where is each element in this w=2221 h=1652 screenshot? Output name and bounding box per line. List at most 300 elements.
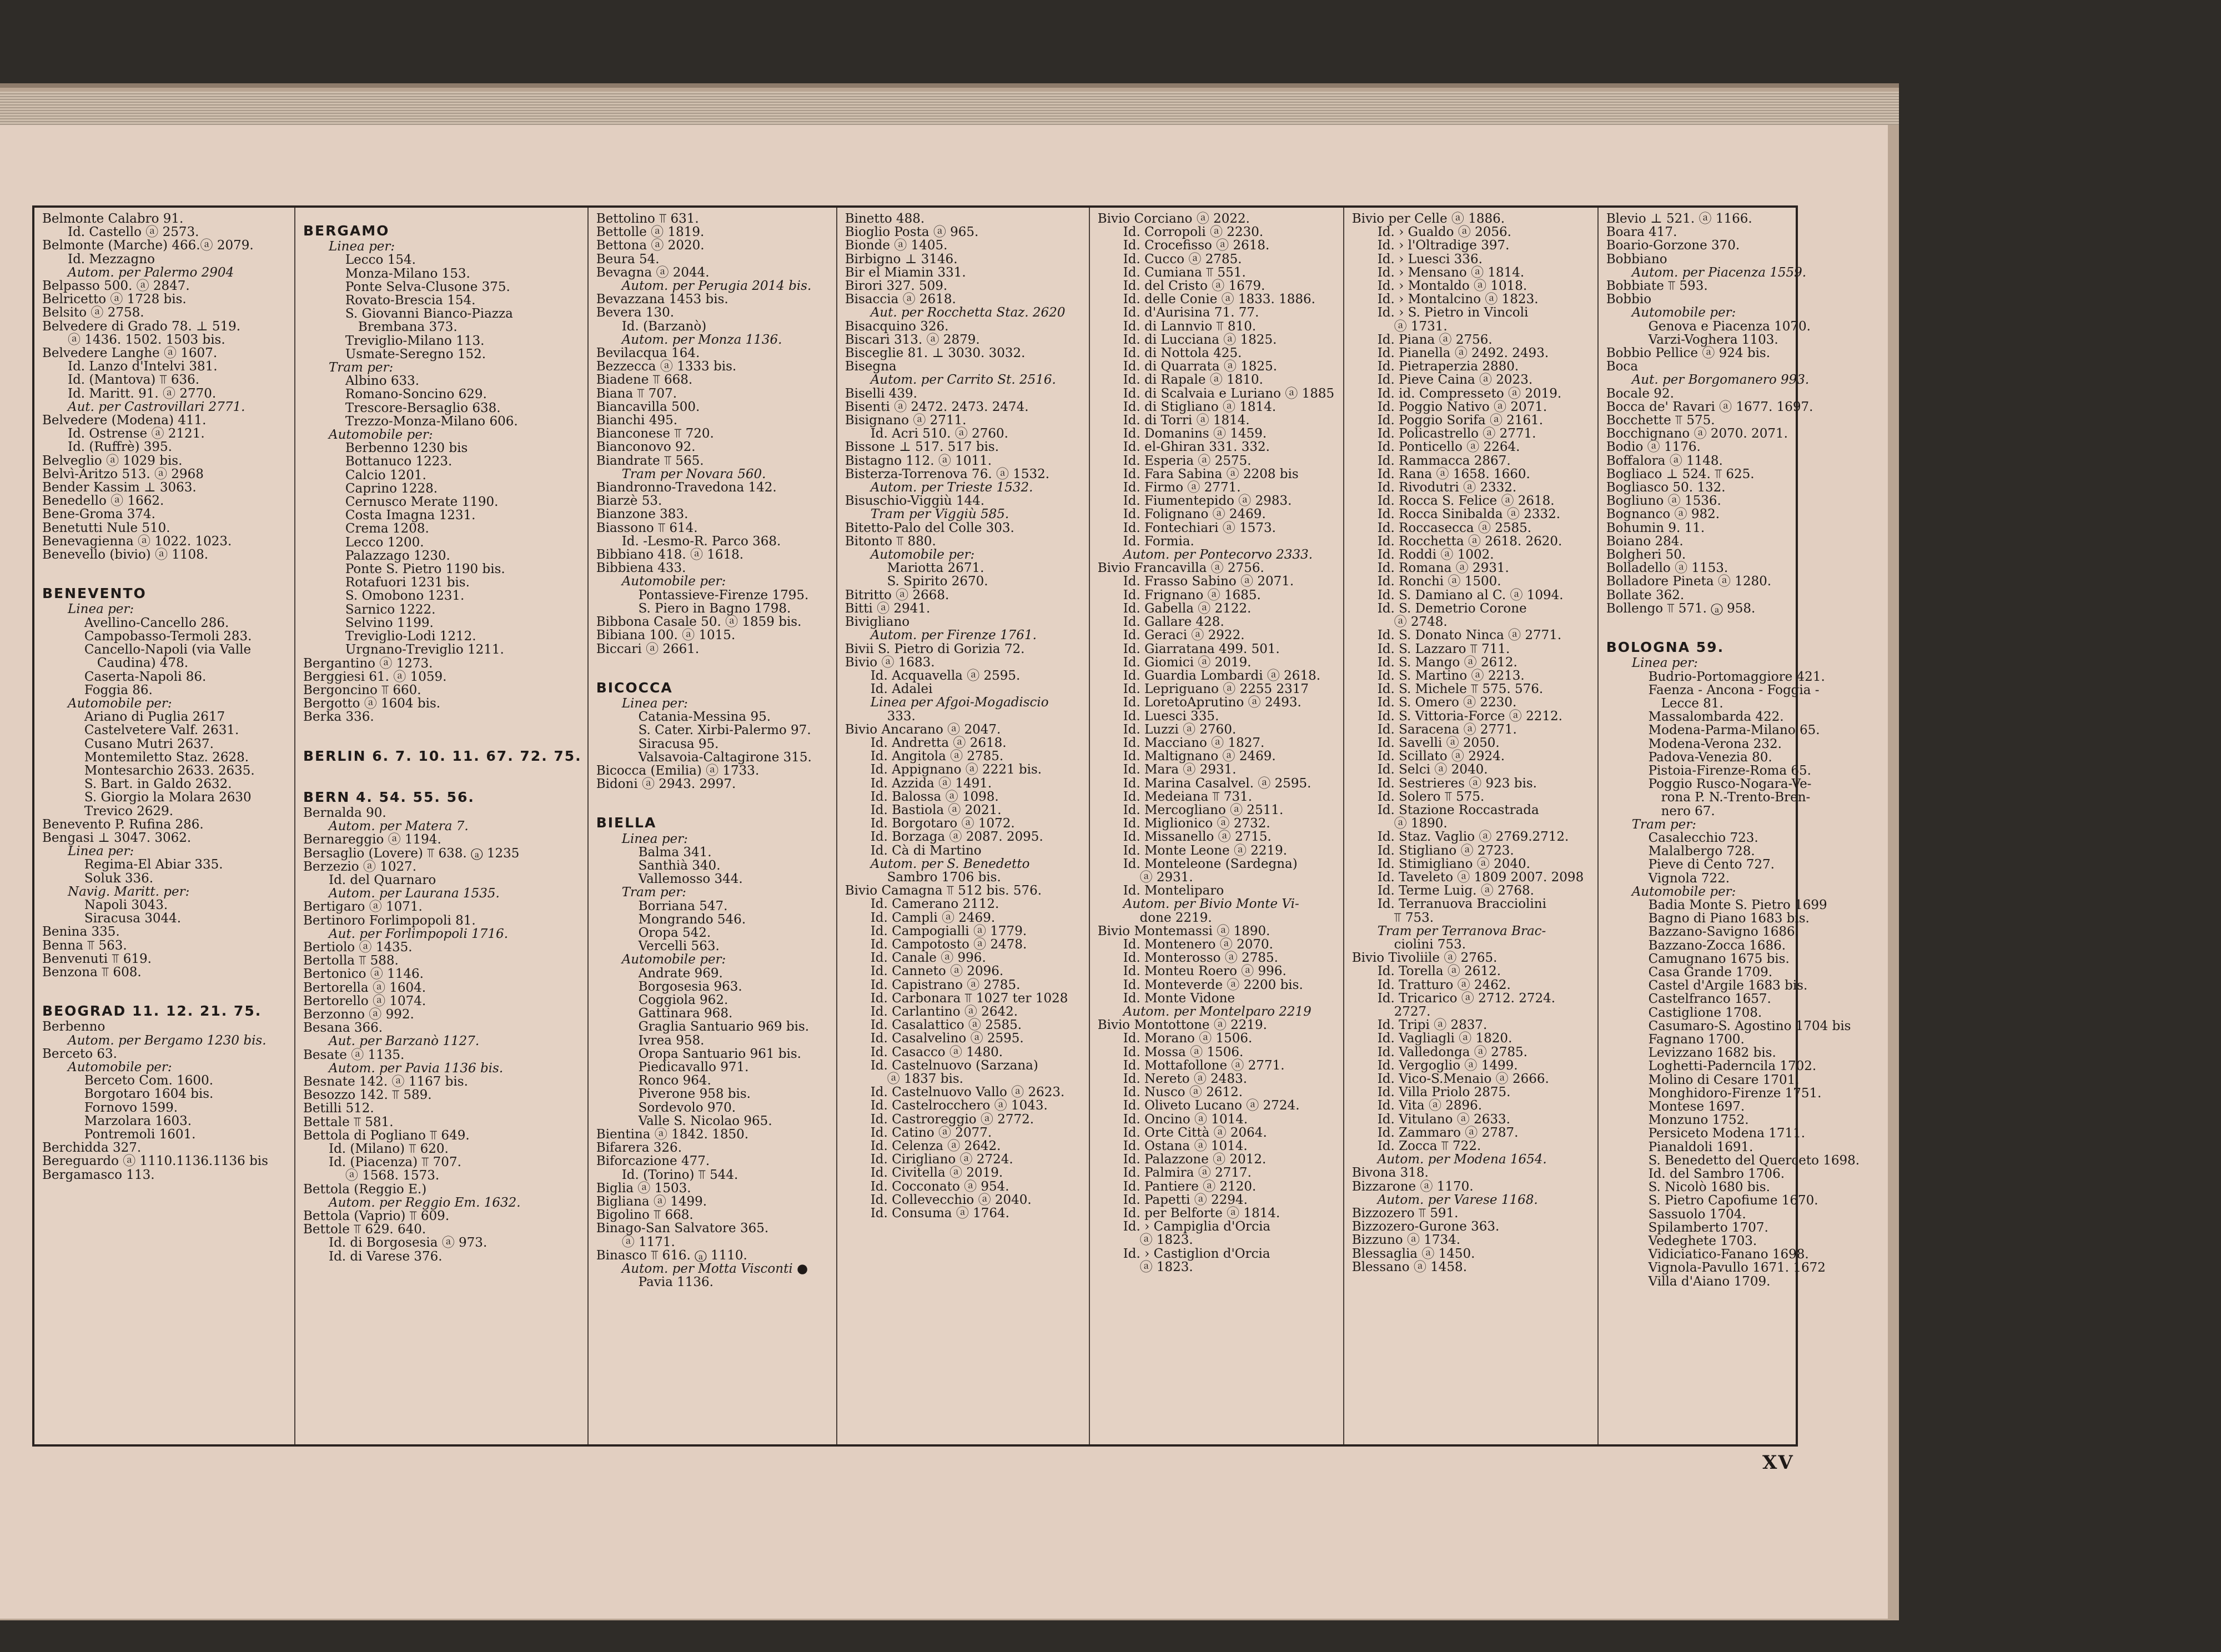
index-entry: Id. S. Demetrio Corone [1377, 601, 1527, 616]
index-entry: Bettole ⫪ 629. 640. [303, 1222, 426, 1237]
index-entry: Id. Cumiana ⫪ 551. [1123, 265, 1246, 280]
index-entry: Id. Mercogliano ⓐ 2511. [1123, 802, 1284, 817]
index-entry: Automobile per: [68, 1060, 172, 1074]
index-entry: Autom. per Laurana 1535. [329, 886, 500, 901]
index-entry: Id. Balossa ⓐ 1098. [870, 789, 999, 804]
index-entry: Id. Villa Priolo 2875. [1377, 1085, 1511, 1100]
index-entry: Bivigliano [845, 615, 910, 630]
index-entry: Bitritto ⓐ 2668. [845, 588, 949, 602]
index-entry: Id. Ronchi ⓐ 1500. [1377, 574, 1501, 589]
spacer [1606, 615, 1860, 629]
index-entry: S. Piero in Bagno 1798. [638, 601, 791, 616]
index-entry: Id. Folignano ⓐ 2469. [1123, 507, 1266, 522]
index-entry: Regima-El Abiar 335. [84, 857, 223, 872]
index-entry: Vignola-Pavullo 1671. 1672 [1648, 1261, 1826, 1276]
index-entry: Id. Celenza ⓐ 2642. [870, 1139, 1001, 1154]
spacer [42, 979, 289, 992]
index-entry: Id. Carbonara ⫪ 1027 ter 1028 [870, 991, 1068, 1006]
spacer [596, 656, 831, 669]
index-entry: Bizzozero-Gurone 363. [1351, 1219, 1500, 1234]
index-entry: Id. Rivodutri ⓐ 2332. [1377, 480, 1517, 495]
index-entry: Id. (Mantova) ⫪ 636. [68, 373, 200, 388]
index-entry: Ronco 964. [638, 1073, 711, 1088]
index-entry: nero 67. [1661, 804, 1715, 819]
index-entry: Id. Rocchetta ⓐ 2618. 2620. [1377, 534, 1562, 549]
index-entry: Bettola (Vaprio) ⫪ 609. [303, 1209, 450, 1224]
index-entry: Autom. per Pontecorvo 2333. [1123, 548, 1313, 563]
index-entry: Id. Appignano ⓐ 2221 bis. [870, 762, 1042, 777]
index-entry: Id. Monte Vidone [1123, 991, 1235, 1006]
index-entry: ⓐ 2748. [1394, 615, 1448, 630]
index-entry: Piverone 958 bis. [638, 1087, 751, 1102]
index-entry: Tram per: [1631, 817, 1696, 832]
index-entry: Berceto 63. [42, 1046, 117, 1061]
index-entry: Id. Stigliano ⓐ 2723. [1377, 843, 1514, 858]
index-entry: Linea per: [68, 602, 134, 617]
index-entry: Trevico 2629. [84, 804, 174, 819]
index-entry: Trezzo-Monza-Milano 606. [345, 414, 518, 429]
index-entry: Bibbiena 433. [596, 561, 686, 576]
index-entry: Bisegna [845, 359, 897, 374]
index-entry: Bolladore Pineta ⓐ 1280. [1606, 574, 1772, 589]
index-entry: Tram per: [329, 360, 394, 375]
index-entry: Id. Borzaga ⓐ 2087. 2095. [870, 830, 1043, 845]
index-entry: Biglia ⓐ 1503. [596, 1181, 691, 1196]
index-entry: Id. di Lannvio ⫪ 810. [1123, 319, 1257, 334]
index-entry: Bissone ⊥ 517. 517 bis. [845, 440, 999, 455]
index-entry: Calcio 1201. [345, 468, 426, 483]
index-entry: Id. S. Damiano al C. ⓐ 1094. [1377, 588, 1564, 602]
index-entry: Id. Taveleto ⓐ 1809 2007. 2098 [1377, 870, 1584, 885]
index-entry: Bigolino ⫪ 668. [596, 1208, 694, 1223]
index-table [32, 205, 1860, 1447]
index-entry: Pieve di Cento 727. [1648, 857, 1775, 872]
index-entry: Napoli 3043. [84, 897, 168, 912]
index-entry: Blessaglia ⓐ 1450. [1351, 1246, 1475, 1261]
index-entry: Cancello-Napoli (via Valle [84, 642, 252, 657]
index-entry: Tram per: [621, 885, 686, 900]
index-entry: Andrate 969. [638, 966, 723, 981]
index-entry: S. Bart. in Galdo 2632. [84, 777, 232, 792]
index-entry: Poggio Rusco-Nogara-Ve- [1648, 777, 1812, 792]
index-entry: Bevagna ⓐ 2044. [596, 265, 710, 280]
index-entry: Belmonte (Marche) 466.ⓐ 2079. [42, 238, 254, 253]
index-entry: Blevio ⊥ 521. ⓐ 1166. [1606, 212, 1752, 226]
index-entry: Id. Cucco ⓐ 2785. [1123, 252, 1242, 267]
index-entry: Massalombarda 422. [1648, 710, 1784, 725]
index-entry: Id. Tricarico ⓐ 2712. 2724. [1377, 991, 1556, 1006]
index-entry: Id. Crocefisso ⓐ 2618. [1123, 238, 1270, 253]
index-entry: Id. Solero ⫪ 575. [1377, 789, 1485, 804]
index-entry: Boca [1606, 359, 1639, 374]
index-entry: Id. Catino ⓐ 2077. [870, 1125, 992, 1140]
index-entry: Id. Campogialli ⓐ 1779. [870, 923, 1027, 938]
index-entry: Id. Papetti ⓐ 2294. [1123, 1192, 1248, 1207]
index-entry: Bizzozero ⫪ 591. [1351, 1206, 1459, 1221]
index-entry: Faenza - Ancona - Foggia - [1648, 682, 1820, 697]
page-number: XV [1762, 1452, 1794, 1474]
index-entry: Berzezio ⓐ 1027. [303, 859, 417, 874]
index-entry: Id. Poggio Sorifa ⓐ 2161. [1377, 413, 1544, 428]
index-entry: Bianzone 383. [596, 507, 689, 522]
index-entry: S. Giorgio la Molara 2630 [84, 790, 252, 805]
index-entry: Automobile per: [621, 574, 726, 589]
index-entry: Montese 1697. [1648, 1099, 1745, 1114]
index-entry: Bobbio Pellice ⓐ 924 bis. [1606, 346, 1771, 361]
index-entry: Vidiciatico-Fanano 1698. [1648, 1247, 1809, 1262]
index-entry: Id. Maritt. 91. ⓐ 2770. [68, 386, 217, 401]
index-entry: ⫪ 753. [1394, 910, 1434, 925]
index-entry: Birori 327. 509. [845, 279, 948, 294]
index-entry: Id. Gabella ⓐ 2122. [1123, 601, 1252, 616]
index-entry: Linea per: [329, 239, 395, 254]
index-entry: Bisaccia ⓐ 2618. [845, 292, 956, 307]
index-entry: Tram per Viggiù 585. [870, 507, 1009, 522]
index-entry: Ponte Selva-Clusone 375. [345, 279, 510, 294]
index-entry: Id. S. Lazzaro ⫪ 711. [1377, 641, 1510, 656]
index-entry: Id. Medeiana ⫪ 731. [1123, 789, 1253, 804]
index-entry: Modena-Parma-Milano 65. [1648, 723, 1820, 738]
index-entry: Pavia 1136. [638, 1275, 713, 1290]
index-entry: Bisenti ⓐ 2472. 2473. 2474. [845, 399, 1029, 414]
index-entry: Bivio Ancarano ⓐ 2047. [845, 722, 1001, 737]
index-entry: S. Benedetto del Querceto 1698. [1648, 1153, 1860, 1168]
index-entry: Id. S. Mango ⓐ 2612. [1377, 655, 1517, 670]
index-entry: Autom. per Trieste 1532. [870, 480, 1033, 495]
index-entry: Id. Morano ⓐ 1506. [1123, 1031, 1253, 1046]
index-entry: Bertorella ⓐ 1604. [303, 980, 426, 995]
index-entry: Bioglio Posta ⓐ 965. [845, 225, 979, 240]
index-entry: Ariano di Puglia 2617 [84, 710, 225, 725]
index-entry: Besnate 142. ⓐ 1167 bis. [303, 1074, 468, 1089]
index-entry: Id. Palazzone ⓐ 2012. [1123, 1152, 1267, 1167]
index-entry: Id. di Quarrata ⓐ 1825. [1123, 359, 1278, 374]
index-entry: Beura 54. [596, 252, 660, 267]
index-entry: Casalecchio 723. [1648, 830, 1758, 845]
index-entry: Id. Sestrieres ⓐ 923 bis. [1377, 776, 1537, 791]
index-entry: Bibiana 100. ⓐ 1015. [596, 628, 736, 643]
index-entry: Bettola di Pogliano ⫪ 649. [303, 1128, 470, 1143]
index-entry: Bizzarone ⓐ 1170. [1351, 1179, 1474, 1194]
index-entry: Berggiesi 61. ⓐ 1059. [303, 669, 447, 684]
index-entry: Bitti ⓐ 2941. [845, 601, 931, 616]
spacer [303, 724, 582, 737]
index-entry: Id. Rocca S. Felice ⓐ 2618. [1377, 494, 1555, 509]
index-entry: Id. di Rapale ⓐ 1810. [1123, 373, 1263, 388]
index-entry: Id. Stazione Roccastrada [1377, 802, 1539, 817]
index-entry: Id. Vagliagli ⓐ 1820. [1377, 1031, 1513, 1046]
index-entry: Id. › Campiglia d'Orcia [1123, 1219, 1271, 1234]
index-entry: Id. di Torri ⓐ 1814. [1123, 413, 1250, 428]
index-entry: Automobile per: [1631, 305, 1736, 320]
index-entry: Belveglio ⓐ 1029 bis. [42, 453, 183, 468]
index-entry: Id. -Lesmo-R. Parco 368. [621, 534, 781, 549]
index-entry: Sambro 1706 bis. [887, 870, 1001, 885]
index-entry: Id. Pantiere ⓐ 2120. [1123, 1179, 1257, 1194]
index-entry: Bicocca (Emilia) ⓐ 1733. [596, 763, 760, 778]
index-entry: Sassuolo 1704. [1648, 1207, 1746, 1222]
index-entry: Monghidoro-Firenze 1751. [1648, 1086, 1822, 1101]
index-entry: Bazzano-Zocca 1686. [1648, 938, 1786, 953]
index-entry: Valle S. Nicolao 965. [638, 1113, 772, 1128]
index-entry: Linea per: [1631, 656, 1698, 671]
index-entry: Id. Stimigliano ⓐ 2040. [1377, 856, 1530, 871]
index-entry: Castel d'Argile 1683 bis. [1648, 978, 1808, 993]
index-entry: Id. delle Conie ⓐ 1833. 1886. [1123, 292, 1315, 307]
index-entry: Aut. per Forlimpopoli 1716. [329, 926, 508, 941]
index-entry: Pianaldoli 1691. [1648, 1139, 1753, 1154]
index-entry: Id. Collevecchio ⓐ 2040. [870, 1192, 1032, 1207]
index-entry: Id. (Piacenza) ⫪ 707. [329, 1155, 461, 1170]
section-heading: BENEVENTO [42, 585, 147, 602]
index-entry: Bogliaco ⊥ 524. ⫪ 625. [1606, 466, 1755, 481]
index-entry: Binago-San Salvatore 365. [596, 1221, 769, 1236]
section-heading: BOLOGNA 59. [1606, 639, 1725, 656]
index-entry: Id. Domanins ⓐ 1459. [1123, 426, 1267, 441]
index-entry: Id. Marina Casalvel. ⓐ 2595. [1123, 776, 1312, 791]
index-entry: Id. Fontechiari ⓐ 1573. [1123, 520, 1276, 535]
index-entry: Id. id. Compresseto ⓐ 2019. [1377, 386, 1562, 401]
index-entry: Bivio Tivoliile ⓐ 2765. [1351, 951, 1498, 966]
index-column-3 [589, 208, 837, 1444]
section-heading: BERGAMO [303, 223, 390, 239]
index-entry: Bolgheri 50. [1606, 548, 1686, 563]
index-entry: Castelfranco 1657. [1648, 992, 1771, 1007]
index-entry: Ivrea 958. [638, 1033, 705, 1048]
index-entry: ⓐ 1890. [1394, 816, 1448, 831]
index-entry: Bitonto ⫪ 880. [845, 534, 936, 549]
index-entry: Bergantino ⓐ 1273. [303, 656, 433, 671]
index-entry: Balma 341. [638, 845, 712, 860]
index-entry: Id. Casalattico ⓐ 2585. [870, 1018, 1022, 1033]
index-entry: Id. Nusco ⓐ 2612. [1123, 1085, 1243, 1100]
index-entry: Tram per Terranova Brac- [1377, 923, 1546, 938]
index-entry: Bivio ⓐ 1683. [845, 655, 935, 670]
index-entry: Autom. per Perugia 2014 bis. [621, 279, 812, 294]
index-entry: Monza-Milano 153. [345, 266, 470, 281]
index-entry: Coggiola 962. [638, 992, 728, 1007]
index-entry: Benzona ⫪ 608. [42, 965, 142, 980]
index-entry: Id. Azzida ⓐ 1491. [870, 776, 992, 791]
index-entry: Biandronno-Travedona 142. [596, 480, 777, 495]
index-entry: S. Omobono 1231. [345, 589, 465, 604]
index-entry: Oropa 542. [638, 925, 711, 940]
index-entry: Id. Torella ⓐ 2612. [1377, 964, 1501, 979]
index-entry: Besozzo 142. ⫪ 589. [303, 1088, 432, 1103]
index-entry: Costa Imagna 1231. [345, 508, 476, 523]
index-entry: Besate ⓐ 1135. [303, 1047, 405, 1062]
index-entry: Berbenno [42, 1020, 105, 1035]
index-entry: Blessano ⓐ 1458. [1351, 1259, 1468, 1274]
index-entry: Autom. per Bergamo 1230 bis. [68, 1033, 267, 1048]
index-entry: Bertorello ⓐ 1074. [303, 993, 426, 1008]
index-entry: Rotafuori 1231 bis. [345, 575, 470, 590]
index-entry: Id. LoretoAprutino ⓐ 2493. [1123, 695, 1302, 710]
index-entry: Id. Vitulano ⓐ 2633. [1377, 1112, 1510, 1127]
index-entry: Bivio Francavilla ⓐ 2756. [1097, 561, 1264, 576]
index-entry: Treviglio-Milano 113. [345, 333, 485, 348]
index-entry: Id. Gallare 428. [1123, 615, 1224, 630]
index-entry: Romano-Soncino 629. [345, 387, 487, 402]
index-entry: Id. Cà di Martino [870, 843, 982, 858]
index-entry: Id. Campli ⓐ 2469. [870, 910, 996, 925]
index-entry: Biforcazione 477. [596, 1154, 710, 1169]
index-entry: Id. › Luesci 336. [1377, 252, 1483, 267]
index-entry: ⓐ 1823. [1139, 1259, 1193, 1274]
index-entry: Id. Rocca Sinibalda ⓐ 2332. [1377, 507, 1561, 522]
index-column-1 [34, 208, 295, 1444]
index-entry: Camugnano 1675 bis. [1648, 951, 1790, 966]
index-entry: Id. Borgotaro ⓐ 1072. [870, 816, 1015, 831]
index-entry: Vignola 722. [1648, 871, 1730, 886]
index-entry: Bettale ⫪ 581. [303, 1114, 394, 1129]
index-entry: Belmonte Calabro 91. [42, 212, 184, 226]
index-entry: Id. Roddi ⓐ 1002. [1377, 548, 1494, 563]
index-entry: Id. Ponticello ⓐ 2264. [1377, 440, 1520, 455]
index-entry: Id. › Gualdo ⓐ 2056. [1377, 225, 1511, 240]
index-column-7 [1599, 208, 1865, 1444]
index-entry: Castiglione 1708. [1648, 1005, 1762, 1020]
index-entry: Autom. per Carrito St. 2516. [870, 373, 1056, 388]
index-entry: Id. Tripi ⓐ 2837. [1377, 1018, 1488, 1033]
index-entry: Id. Selci ⓐ 2040. [1377, 762, 1488, 777]
index-entry: Bertonico ⓐ 1146. [303, 967, 424, 982]
index-entry: Varzi-Voghera 1103. [1648, 332, 1778, 347]
index-entry: Id. Luesci 335. [1123, 709, 1219, 724]
index-entry: Belsito ⓐ 2758. [42, 305, 144, 320]
index-entry: Pontremoli 1601. [84, 1127, 196, 1142]
section-heading: BIELLA [596, 815, 657, 831]
index-entry: Id. per Belforte ⓐ 1814. [1123, 1206, 1280, 1221]
index-entry: Id. S. Martino ⓐ 2213. [1377, 668, 1525, 683]
section-heading: BEOGRAD 11. 12. 21. 75. [42, 1003, 262, 1020]
index-entry: Biancavilla 500. [596, 399, 700, 414]
index-entry: Id. Carlantino ⓐ 2642. [870, 1004, 1018, 1019]
index-entry: Brembana 373. [358, 320, 458, 335]
index-entry: Biandrate ⫪ 565. [596, 453, 704, 468]
index-entry: Bernareggio ⓐ 1194. [303, 832, 441, 847]
index-entry: Malalbergo 728. [1648, 844, 1755, 859]
index-entry: Berzonno ⓐ 992. [303, 1007, 414, 1022]
index-entry: Id. Acri 510. ⓐ 2760. [870, 426, 1008, 441]
index-entry: Id. Casalvelino ⓐ 2595. [870, 1031, 1024, 1046]
index-entry: Betilli 512. [303, 1101, 374, 1116]
index-entry: Id. del Sambro 1706. [1648, 1167, 1785, 1182]
index-entry: Boario-Gorzone 370. [1606, 238, 1740, 253]
index-entry: Id. Romana ⓐ 2931. [1377, 561, 1509, 576]
index-entry: Cusano Mutri 2637. [84, 736, 214, 751]
index-entry: Id. Palmira ⓐ 2717. [1123, 1166, 1252, 1181]
index-entry: Soluk 336. [84, 871, 154, 886]
index-entry: Autom. per Monza 1136. [621, 332, 782, 347]
index-entry: Id. › Montaldo ⓐ 1018. [1377, 279, 1527, 294]
index-entry: Linea per: [621, 831, 688, 846]
index-entry: S. Giovanni Bianco-Piazza [345, 307, 513, 322]
index-entry: Borriana 547. [638, 898, 728, 913]
index-entry: Id. (Barzanò) [621, 319, 707, 334]
index-entry: Bolladello ⓐ 1153. [1606, 561, 1728, 576]
index-entry: Bientina ⓐ 1842. 1850. [596, 1127, 749, 1142]
index-entry: Id. Adalei [870, 682, 933, 697]
index-entry: Caprino 1228. [345, 481, 438, 496]
index-entry: Bobbio [1606, 292, 1652, 307]
index-entry: Autom. per Varese 1168. [1377, 1192, 1538, 1207]
index-entry: Boffalora ⓐ 1148. [1606, 453, 1723, 468]
index-entry: Id. Monte Leone ⓐ 2219. [1123, 843, 1288, 858]
index-entry: Id. Canale ⓐ 996. [870, 951, 986, 966]
index-entry: Rovato-Brescia 154. [345, 293, 476, 308]
index-entry: Id. Monteu Roero ⓐ 996. [1123, 964, 1287, 979]
index-entry: Id. Monteleone (Sardegna) [1123, 856, 1298, 871]
spacer [596, 791, 831, 804]
index-entry: Id. Staz. Vaglio ⓐ 2769.2712. [1377, 830, 1569, 845]
index-entry: Selvino 1199. [345, 615, 434, 630]
index-entry: Levizzano 1682 bis. [1648, 1046, 1776, 1061]
index-entry: Autom. per Pavia 1136 bis. [329, 1061, 504, 1076]
index-entry: Fagnano 1700. [1648, 1032, 1745, 1047]
index-entry: Id. Montenero ⓐ 2070. [1123, 937, 1273, 952]
index-entry: Id. (Milano) ⫪ 620. [329, 1142, 449, 1156]
index-entry: Bisignano ⓐ 2711. [845, 413, 967, 428]
index-entry: done 2219. [1139, 910, 1212, 925]
index-entry: Benvenuti ⫪ 619. [42, 951, 152, 966]
index-entry: Id. Terme Luig. ⓐ 2768. [1377, 883, 1534, 898]
index-entry: Persiceto Modena 1711. [1648, 1126, 1806, 1141]
index-entry: Id. Mossa ⓐ 1506. [1123, 1045, 1244, 1060]
index-entry: Id. Miglionico ⓐ 2732. [1123, 816, 1270, 831]
index-entry: Bazzano-Savigno 1686. [1648, 925, 1799, 940]
index-entry: Id. Monterosso ⓐ 2785. [1123, 951, 1278, 966]
index-entry: Borgotaro 1604 bis. [84, 1087, 214, 1102]
index-entry: S. Cater. Xirbi-Palermo 97. [638, 723, 811, 738]
index-entry: Id. Vico-S.Menaio ⓐ 2666. [1377, 1072, 1549, 1086]
index-entry: Id. › l'Oltradige 397. [1377, 238, 1510, 253]
index-entry: Bollate 362. [1606, 588, 1685, 602]
index-entry: Besana 366. [303, 1021, 383, 1036]
index-entry: Id. Scillato ⓐ 2924. [1377, 749, 1505, 764]
spacer [42, 561, 289, 575]
index-entry: Id. Pietraperzia 2880. [1377, 359, 1519, 374]
index-entry: Bivona 318. [1351, 1166, 1429, 1181]
index-entry: Benevello (bivio) ⓐ 1108. [42, 548, 209, 563]
index-entry: Id. Zammaro ⓐ 2787. [1377, 1125, 1519, 1140]
index-entry: Campobasso-Termoli 283. [84, 629, 252, 644]
index-entry: ⓐ 1731. [1394, 319, 1448, 334]
index-entry: Belvedere (Modena) 411. [42, 413, 207, 428]
index-entry: Id. di Borgosesia ⓐ 973. [329, 1236, 488, 1251]
index-entry: Autom. per Montelparo 2219 [1123, 1004, 1312, 1019]
index-entry: Bivio Montottone ⓐ 2219. [1097, 1018, 1267, 1033]
index-entry: Id. Rana ⓐ 1658. 1660. [1377, 466, 1530, 481]
index-entry: Bettola (Reggio E.) [303, 1182, 427, 1197]
index-entry: Bergamasco 113. [42, 1167, 155, 1182]
index-entry: Id. Castelnuovo Vallo ⓐ 2623. [870, 1085, 1065, 1100]
index-entry: Id. Guardia Lombardi ⓐ 2618. [1123, 668, 1321, 683]
index-entry: rona P. N.-Trento-Bren- [1661, 790, 1811, 805]
index-entry: Belpasso 500. ⓐ 2847. [42, 279, 190, 294]
index-entry: Id. Orte Città ⓐ 2064. [1123, 1125, 1267, 1140]
index-entry: Id. › Montalcino ⓐ 1823. [1377, 292, 1539, 307]
index-entry: Bodio ⓐ 1176. [1606, 440, 1701, 455]
index-entry: Id. Ostrense ⓐ 2121. [68, 426, 205, 441]
index-entry: Lecco 154. [345, 253, 416, 268]
index-entry: Id. › Castiglion d'Orcia [1123, 1246, 1270, 1261]
index-entry: ciolini 753. [1394, 937, 1466, 952]
index-entry: Cernusco Merate 1190. [345, 495, 499, 510]
index-entry: Automobile per: [870, 548, 975, 563]
index-entry: Bionde ⓐ 1405. [845, 238, 948, 253]
index-entry: Id. Firmo ⓐ 2771. [1123, 480, 1241, 495]
